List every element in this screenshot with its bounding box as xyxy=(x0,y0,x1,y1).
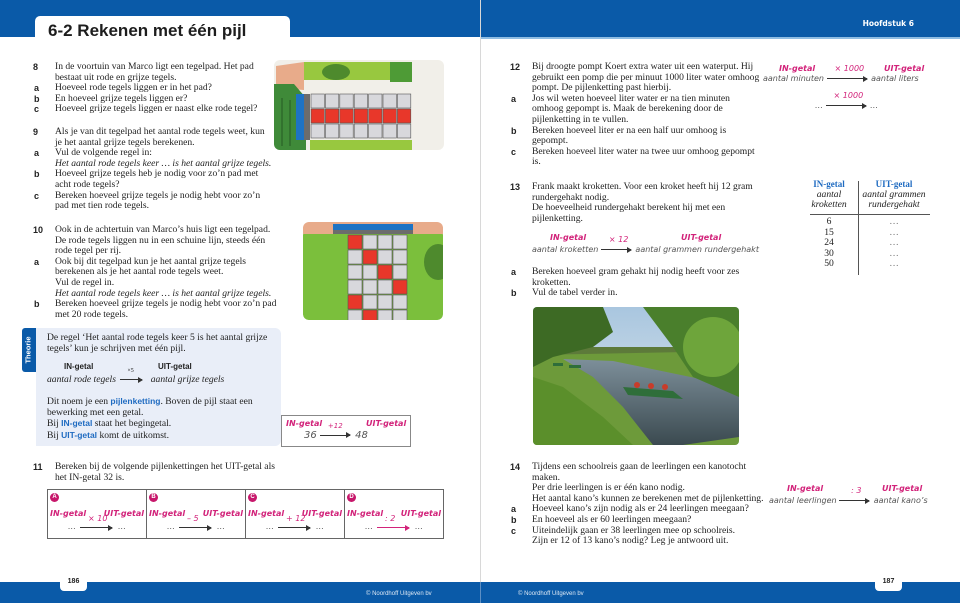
arrow-icon xyxy=(278,527,310,528)
grey-tile xyxy=(378,280,392,294)
letter-badge: B xyxy=(149,493,158,502)
item-label: a xyxy=(34,83,40,94)
grey-tile xyxy=(311,124,324,138)
grey-tile xyxy=(340,94,353,108)
item-text: En hoeveel als er 60 leerlingen meegaan? xyxy=(532,513,692,525)
back-garden-tile-path-illustration xyxy=(303,222,443,320)
grey-tile xyxy=(354,94,367,108)
operation: – 5 xyxy=(187,514,199,523)
grey-tile xyxy=(363,265,377,279)
item-label: c xyxy=(34,104,40,115)
example-chain-box xyxy=(281,415,411,447)
text: Bij xyxy=(47,418,62,430)
exercise-12 xyxy=(510,62,760,168)
footer-spine xyxy=(480,582,481,603)
out-label: UIT-getal xyxy=(301,509,342,518)
grey-tile xyxy=(363,295,377,309)
item-label: c xyxy=(34,190,40,201)
grey-tile xyxy=(393,265,407,279)
theory-tag-label: Theorie xyxy=(23,336,33,364)
exercise-10 xyxy=(33,225,278,320)
item-text: Zijn er 12 of 13 kano’s nodig? Leg je antwoord uit. xyxy=(532,535,729,547)
item-text: Bereken hoeveel liter water na twee uur omhoog gepompt is. xyxy=(532,145,755,168)
red-tile xyxy=(378,265,392,279)
in-label: IN-getal xyxy=(50,509,87,518)
in-label: IN-getal xyxy=(149,509,186,518)
out-text: aantal kano’s xyxy=(873,496,928,505)
table-row xyxy=(800,228,930,239)
copyright-right: © Noordhoff Uitgeven bv xyxy=(518,591,584,597)
exercise-number: 9 xyxy=(33,127,39,137)
red-tile xyxy=(369,109,382,123)
in-text: aantal rode tegels xyxy=(47,374,116,385)
chain-cell-a xyxy=(48,490,147,538)
text: komt de uitkomst. xyxy=(97,429,169,441)
grey-tile xyxy=(393,250,407,264)
in-cell: 6 xyxy=(826,216,832,227)
in-value: … xyxy=(266,522,274,531)
item-text: Bereken hoeveel gram gehakt hij nodig heeft voor zes kroketten. xyxy=(532,266,740,288)
red-tile xyxy=(397,109,410,123)
out-label: UIT-getal xyxy=(400,509,441,518)
operation: : 2 xyxy=(385,514,396,523)
text: Dit noem je een xyxy=(47,396,111,407)
exercise-number: 13 xyxy=(510,182,521,192)
in-value: … xyxy=(68,522,76,531)
operation: × 1000 xyxy=(834,64,865,73)
arrow-icon xyxy=(120,379,142,380)
page-title: 6-2 Rekenen met één pijl xyxy=(48,21,247,40)
in-value: … xyxy=(167,522,175,531)
item-text: Vul de tabel verder in. xyxy=(532,287,618,299)
exercise-11 xyxy=(33,462,278,483)
arrow-chains-table xyxy=(47,489,444,539)
out-cell[interactable]: … xyxy=(889,247,899,259)
in-cell: 15 xyxy=(824,226,834,238)
grey-tile xyxy=(393,235,407,249)
item-text: Hoeveel kano’s zijn nodig als er 24 leerlingen meegaan? xyxy=(532,503,749,515)
table-row xyxy=(800,259,930,270)
operation: + 12 xyxy=(286,514,306,523)
page-number-left: 186 xyxy=(60,575,87,591)
red-tile xyxy=(311,109,324,123)
grey-tile xyxy=(397,124,410,138)
text: staat het begingetal. xyxy=(92,418,172,430)
item-text: Vul de regel in. xyxy=(55,276,115,288)
item-text: Uiteindelijk gaan er 38 leerlingen mee op schoolreis. xyxy=(532,524,736,536)
exercise-number: 10 xyxy=(33,225,44,235)
arrow-icon xyxy=(320,435,350,436)
operation: × 1000 xyxy=(833,91,864,100)
item-label: a xyxy=(34,256,40,267)
table-subheader: rundergehakt xyxy=(868,199,920,211)
exercise-intro: Ook in de achtertuin van Marco’s huis ligt een tegelpad. De rode tegels liggen nu in een schuine lijn, steeds één rode tegel per rij. xyxy=(55,224,271,257)
grey-tile xyxy=(348,265,362,279)
exercise-number: 8 xyxy=(33,62,39,72)
item-text: Bereken hoeveel grijze tegels je nodig hebt voor zo’n pad met tien rode tegels. xyxy=(55,189,261,212)
item-label: b xyxy=(511,288,517,299)
out-value: … xyxy=(217,522,225,531)
out-value: 48 xyxy=(355,430,368,441)
front-garden-tile-path-illustration xyxy=(274,60,444,150)
grey-tile xyxy=(378,310,392,320)
ex12-answer-chain xyxy=(815,91,879,112)
item-label: b xyxy=(511,514,517,525)
in-label: IN-getal xyxy=(286,419,323,428)
operation: × 10 xyxy=(88,514,108,523)
grey-tile xyxy=(348,250,362,264)
item-text: Hoeveel grijze tegels heb je nodig voor zo’n pad met acht rode tegels? xyxy=(55,168,259,190)
theory-box xyxy=(36,328,281,446)
keyword: UIT-getal xyxy=(61,429,98,440)
grey-tile xyxy=(340,124,353,138)
exercise-intro: Bij droogte pompt Koert extra water uit een waterput. Hij gebruikt een pomp die per minuut 1000 liter water omhoog pompt. De pijlenketting past hierbij. xyxy=(532,61,760,94)
table-row xyxy=(800,238,930,249)
item-label: a xyxy=(511,93,517,104)
item-label: a xyxy=(511,504,517,515)
arrow-icon xyxy=(839,500,869,501)
item-label: c xyxy=(511,146,517,157)
chapter-label: Hoofdstuk 6 xyxy=(862,19,914,28)
out-label: UIT-getal xyxy=(882,484,923,493)
arrow-icon xyxy=(601,249,631,250)
exercise-number: 12 xyxy=(510,62,521,72)
out-label: UIT-getal xyxy=(202,509,243,518)
red-tile xyxy=(363,250,377,264)
chain-cell-b xyxy=(147,490,246,538)
item-label: b xyxy=(34,93,40,104)
theory-paragraph: De regel ‘Het aantal rode tegels keer 5 is het aantal grijze tegels’ kun je schrijven met één pijl. xyxy=(47,332,268,354)
letter-badge: D xyxy=(347,493,356,502)
arrow-icon xyxy=(377,527,409,528)
item-label xyxy=(510,536,532,547)
text: Bij xyxy=(47,429,62,441)
red-tile xyxy=(348,295,362,309)
out-cell[interactable]: … xyxy=(889,258,899,269)
operation: : 3 xyxy=(851,486,862,495)
in-value: … xyxy=(815,101,823,110)
operation: × 12 xyxy=(608,235,629,244)
arrow-icon xyxy=(179,527,211,528)
in-cell: 50 xyxy=(824,258,834,269)
letter-badge: A xyxy=(50,493,59,502)
table-subheader: kroketten xyxy=(811,199,847,211)
grey-tile xyxy=(348,310,362,320)
red-tile xyxy=(325,109,338,123)
item-text: Hoeveel rode tegels liggen er in het pad? xyxy=(55,82,212,94)
grey-tile xyxy=(393,295,407,309)
rule-text: Het aantal rode tegels keer … is het aantal grijze tegels. xyxy=(55,157,272,169)
table-row xyxy=(800,249,930,260)
grey-tile xyxy=(369,124,382,138)
exercise-13-items xyxy=(510,267,760,299)
exercise-intro: Het aantal kano’s kunnen ze berekenen met de pijlenketting. xyxy=(532,492,764,504)
table-subheader: aantal grammen xyxy=(862,188,926,200)
exercise-intro: De hoeveelheid rundergehakt berekent hij met een pijlenketting. xyxy=(532,202,726,224)
in-label: IN-getal xyxy=(64,362,94,371)
out-value: … xyxy=(415,522,423,531)
in-label: IN-getal xyxy=(779,64,816,73)
exercise-8 xyxy=(33,62,268,115)
keyword: IN-getal xyxy=(61,418,93,429)
red-tile xyxy=(340,109,353,123)
arrow-icon xyxy=(826,105,866,106)
out-label: UIT-getal xyxy=(158,362,192,371)
grey-tile xyxy=(378,250,392,264)
item-text: Ook bij dit tegelpad kun je het aantal grijze tegels berekenen als je het aantal rode tegels weet. xyxy=(55,255,247,278)
item-text: Bereken hoeveel grijze tegels je nodig hebt voor zo’n pad met 20 rode tegels. xyxy=(55,298,277,320)
exercise-number: 11 xyxy=(33,462,43,472)
grey-tile xyxy=(363,235,377,249)
theory-arrow-chain xyxy=(47,368,225,386)
in-value: 36 xyxy=(304,430,317,441)
exercise-13 xyxy=(510,182,760,224)
letter-badge: C xyxy=(248,493,257,502)
page-spine xyxy=(480,0,481,603)
table-horizontal-rule xyxy=(810,214,930,215)
item-text: Hoeveel grijze tegels liggen er naast elke rode tegel? xyxy=(55,103,258,115)
grey-tile xyxy=(397,94,410,108)
out-text: aantal liters xyxy=(871,74,919,83)
chain-cell-c xyxy=(246,490,345,538)
in-cell: 30 xyxy=(824,247,834,259)
out-label: UIT-getal xyxy=(103,509,144,518)
item-label: b xyxy=(34,169,40,180)
out-label: UIT-getal xyxy=(366,419,407,428)
out-cell[interactable]: … xyxy=(889,216,899,227)
in-label: IN-getal xyxy=(550,233,587,242)
tile-grid xyxy=(311,94,411,138)
exercise-number: 14 xyxy=(510,462,521,472)
item-text: Vul de volgende regel in: xyxy=(55,147,152,159)
grey-tile xyxy=(378,295,392,309)
grey-tile xyxy=(348,280,362,294)
canoe-photo xyxy=(533,307,739,445)
grey-tile xyxy=(383,124,396,138)
exercise-intro: In de voortuin van Marco ligt een tegelpad. Het pad bestaat uit rode en grijze tegels. xyxy=(55,61,254,83)
keyword: pijlenketting xyxy=(110,396,161,406)
grey-tile xyxy=(325,94,338,108)
exercise-intro: Als je van dit tegelpad het aantal rode tegels weet, kun je het aantal grijze tegels berekenen. xyxy=(55,126,265,148)
exercise-intro: Tijdens een schoolreis gaan de leerlingen een kanotocht maken. xyxy=(532,461,747,483)
item-label: b xyxy=(511,125,517,136)
kroketten-table xyxy=(800,179,930,275)
out-value: … xyxy=(870,101,879,110)
theory-paragraph xyxy=(47,396,275,441)
in-text: aantal leerlingen xyxy=(769,496,837,505)
grey-tile xyxy=(383,94,396,108)
exercise-intro: Per drie leerlingen is er één kano nodig. xyxy=(532,482,685,494)
table-subheader: aantal xyxy=(816,188,842,200)
table-header: IN-getal xyxy=(813,179,845,189)
in-text: aantal kroketten xyxy=(532,245,599,254)
out-label: UIT-getal xyxy=(884,64,925,73)
copyright-left: © Noordhoff Uitgeven bv xyxy=(366,591,432,597)
red-tile xyxy=(354,109,367,123)
in-label: IN-getal xyxy=(248,509,285,518)
item-text: Jos wil weten hoeveel liter water er na tien minuten omhoog gepompt is. Maak de berekening door de pijlenketting in te vullen. xyxy=(532,92,730,125)
out-label: UIT-getal xyxy=(681,233,722,242)
red-tile xyxy=(393,280,407,294)
out-value: … xyxy=(316,522,324,531)
chain-cell-d xyxy=(345,490,443,538)
exercise-14 xyxy=(510,462,770,547)
out-cell[interactable]: … xyxy=(889,237,899,248)
grey-tile xyxy=(393,310,407,320)
operation: +12 xyxy=(327,422,343,430)
rule-text: Het aantal rode tegels keer … is het aantal grijze tegels. xyxy=(55,287,272,299)
arrow-icon xyxy=(80,527,112,528)
grey-tile xyxy=(311,94,324,108)
item-text: Bereken hoeveel liter er na een half uur omhoog is gepompt. xyxy=(532,124,727,147)
exercise-intro: Bereken bij de volgende pijlenkettingen het UIT-getal als het IN-getal 32 is. xyxy=(55,461,275,483)
grey-tile xyxy=(325,124,338,138)
text: . Boven de pijl staat een bewerking met een getal. xyxy=(47,396,253,418)
out-text: aantal grijze tegels xyxy=(150,374,225,385)
grey-tile xyxy=(363,280,377,294)
banner-underline xyxy=(480,37,960,39)
out-text: aantal grammen rundergehakt xyxy=(635,245,759,254)
in-value: … xyxy=(365,522,373,531)
red-tile xyxy=(363,310,377,320)
grey-tile xyxy=(378,235,392,249)
item-label: a xyxy=(34,148,40,159)
arrow-icon xyxy=(827,78,867,79)
table-header: UIT-getal xyxy=(875,179,913,189)
in-text: aantal minuten xyxy=(763,74,824,83)
page-number-right: 187 xyxy=(875,575,902,591)
theory-tag xyxy=(22,328,36,372)
red-tile xyxy=(383,109,396,123)
exercise-9 xyxy=(33,127,273,212)
operation: ×5 xyxy=(127,368,134,374)
exercise-intro: Frank maakt kroketten. Voor een kroket heeft hij 12 gram rundergehakt nodig. xyxy=(532,181,753,203)
out-value: … xyxy=(118,522,126,531)
grey-tile xyxy=(369,94,382,108)
red-tile xyxy=(348,235,362,249)
in-label: IN-getal xyxy=(347,509,384,518)
item-text: En hoeveel grijze tegels liggen er? xyxy=(55,92,188,104)
item-label: b xyxy=(34,299,40,310)
item-label: c xyxy=(511,525,517,536)
table-row xyxy=(800,217,930,228)
out-cell[interactable]: … xyxy=(889,226,899,238)
in-label: IN-getal xyxy=(787,484,824,493)
item-label: a xyxy=(511,267,517,277)
grey-tile xyxy=(354,124,367,138)
in-cell: 24 xyxy=(824,237,834,248)
